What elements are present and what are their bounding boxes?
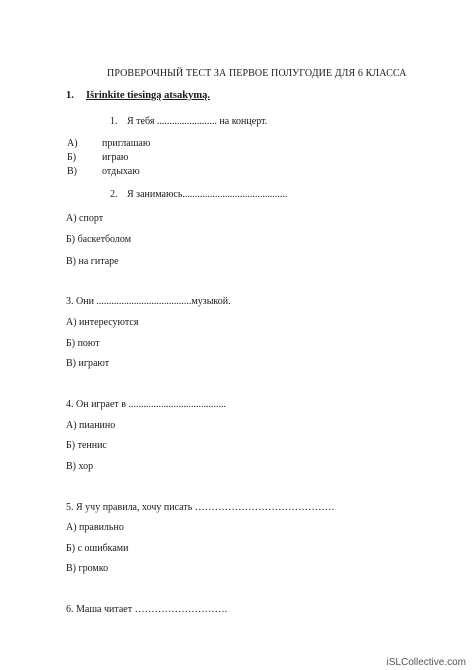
question-3-option-c: В) играют <box>66 358 110 369</box>
question-5-option-b: Б) с ошибками <box>66 543 129 554</box>
question-3-option-b: Б) поют <box>66 338 100 349</box>
question-2-option-c: В) на гитаре <box>66 256 119 267</box>
question-2-text: Я занимаюсь.......................................... <box>127 189 288 200</box>
question-1-option-b-letter: Б) <box>67 152 77 163</box>
question-2-option-a: А) спорт <box>66 213 104 224</box>
footer-watermark: iSLCollective.com <box>386 657 466 668</box>
question-2-option-b: Б) баскетболом <box>66 234 132 245</box>
question-4-option-b: Б) теннис <box>66 440 107 451</box>
task-1-instruction: Išrinkite tiesingą atsakymą. <box>86 90 210 101</box>
question-4-text: 4. Он играет в ....................................... <box>66 399 226 410</box>
question-3-option-a: А) интересуются <box>66 317 139 328</box>
question-5-option-c: В) громко <box>66 563 109 574</box>
question-1-option-a: приглашаю <box>102 138 151 149</box>
question-3-text: 3. Они ......................................музыкой. <box>66 296 231 307</box>
question-5-option-a: А) правильно <box>66 522 124 533</box>
question-1-option-a-letter: А) <box>67 138 78 149</box>
question-2-number: 2. <box>110 189 118 200</box>
question-1-number: 1. <box>110 116 118 127</box>
question-1-option-b: играю <box>102 152 129 163</box>
question-4-option-a: А) пианино <box>66 420 116 431</box>
question-5-text: 5. Я учу правила, хочу писать …………………………………… <box>66 502 335 513</box>
question-1-option-c: отдыхаю <box>102 166 140 177</box>
task-1-number: 1. <box>66 90 74 101</box>
question-4-option-c: В) хор <box>66 461 94 472</box>
page-title: ПРОВЕРОЧНЫЙ ТЕСТ ЗА ПЕРВОЕ ПОЛУГОДИЕ ДЛЯ 6 КЛАССА <box>107 68 407 79</box>
question-6-text: 6. Маша читает ………………………. <box>66 604 228 615</box>
question-1-option-c-letter: В) <box>67 166 77 177</box>
question-1-text: Я тебя ........................ на концерт. <box>127 116 268 127</box>
